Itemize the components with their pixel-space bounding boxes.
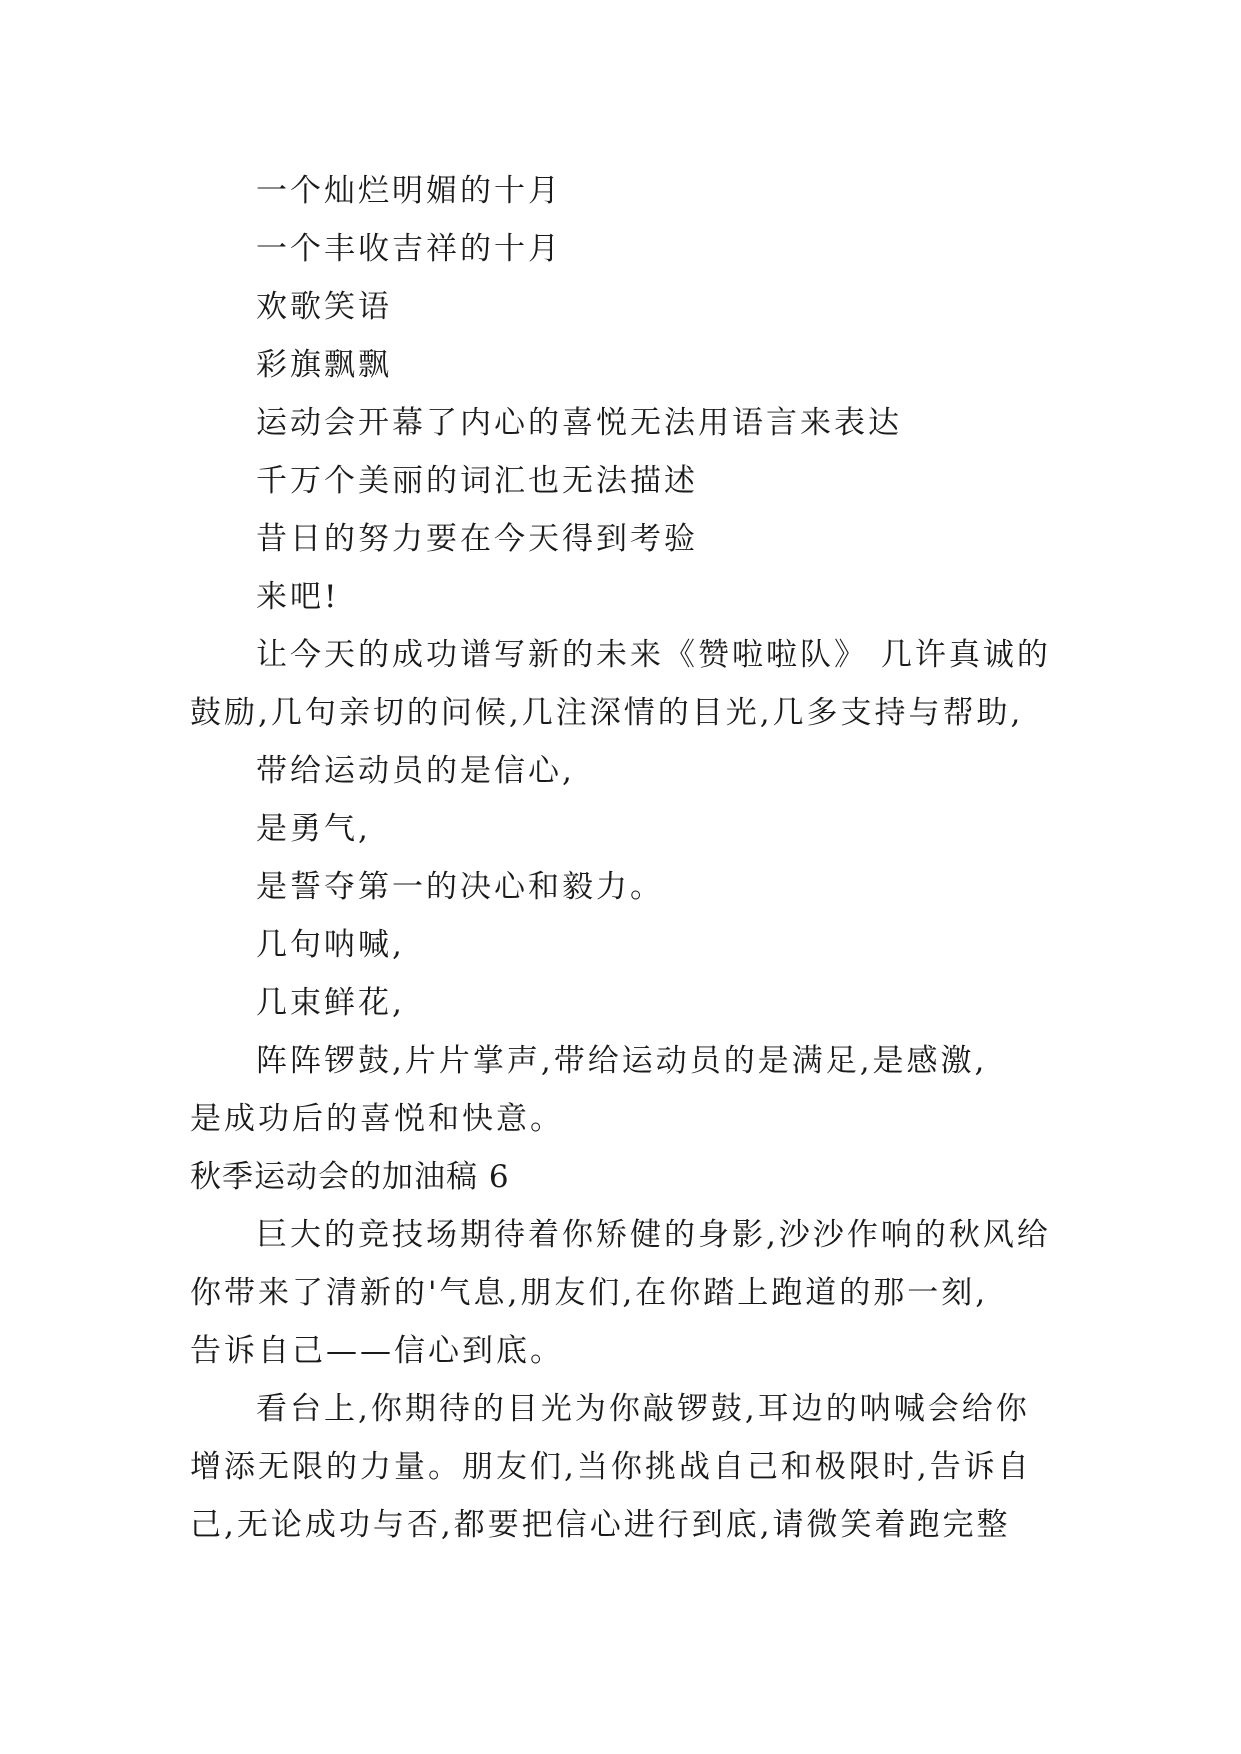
text-line: 是成功后的喜悦和快意。 <box>190 1101 564 1137</box>
text-line: 是勇气, <box>256 811 371 847</box>
text-line: 带给运动员的是信心, <box>256 753 575 789</box>
text-line: 阵阵锣鼓,片片掌声,带给运动员的是满足,是感激, <box>256 1043 988 1079</box>
text-line: 来吧! <box>256 579 340 615</box>
text-line: 运动会开幕了内心的喜悦无法用语言来表达 <box>256 405 902 441</box>
text-line: 是誓夺第一的决心和毅力。 <box>256 869 664 905</box>
text-line: 己,无论成功与否,都要把信心进行到底,请微笑着跑完整 <box>190 1507 1011 1543</box>
text-line: 昔日的努力要在今天得到考验 <box>256 521 698 557</box>
text-line: 告诉自己——信心到底。 <box>190 1333 564 1369</box>
text-line: 彩旗飘飘 <box>256 347 392 383</box>
text-line: 鼓励,几句亲切的问候,几注深情的目光,几多支持与帮助, <box>190 695 1024 731</box>
section-heading: 秋季运动会的加油稿 6 <box>190 1159 510 1195</box>
document-body <box>190 162 1070 1554</box>
text-line: 巨大的竞技场期待着你矫健的身影,沙沙作响的秋风给 <box>256 1217 1051 1253</box>
text-line: 几束鲜花, <box>256 985 405 1021</box>
text-line: 你带来了清新的'气息,朋友们,在你踏上跑道的那一刻, <box>190 1275 989 1311</box>
text-line: 让今天的成功谱写新的未来《赞啦啦队》 几许真诚的 <box>256 637 1051 673</box>
text-line: 欢歌笑语 <box>256 289 392 325</box>
text-line: 一个丰收吉祥的十月 <box>256 231 562 267</box>
text-line: 千万个美丽的词汇也无法描述 <box>256 463 698 499</box>
text-line: 一个灿烂明媚的十月 <box>256 173 562 209</box>
text-line: 几句呐喊, <box>256 927 405 963</box>
text-line: 增添无限的力量。朋友们,当你挑战自己和极限时,告诉自 <box>190 1449 1032 1485</box>
text-line: 看台上,你期待的目光为你敲锣鼓,耳边的呐喊会给你 <box>256 1391 1030 1427</box>
